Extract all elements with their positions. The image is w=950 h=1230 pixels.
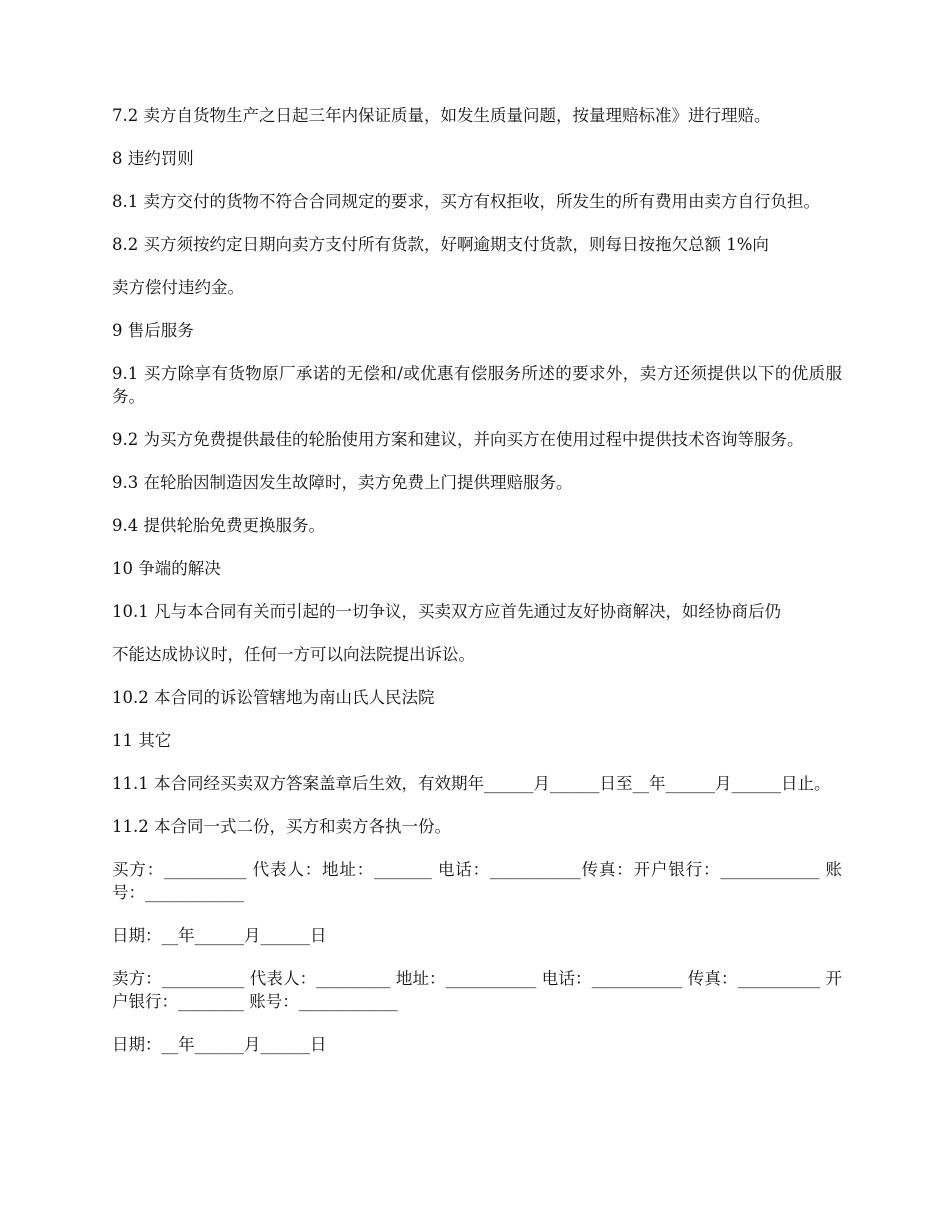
clause-7-2: 7.2 卖方自货物生产之日起三年内保证质量，如发生质量问题，按量理赔标准》进行理赔。 <box>112 106 771 125</box>
section-11-heading: 11 其它 <box>112 731 172 750</box>
clause-9-4: 9.4 提供轮胎免费更换服务。 <box>112 516 325 535</box>
clause-10-1-continued: 不能达成协议时，任何一方可以向法院提出诉讼。 <box>112 645 475 664</box>
clause-9-3: 9.3 在轮胎因制造因发生故障时，卖方免费上门提供理赔服务。 <box>112 473 573 492</box>
clause-10-2: 10.2 本合同的诉讼管辖地为南山氏人民法院 <box>112 688 435 707</box>
buyer-date-line: 日期：__年______月______日 <box>112 926 327 945</box>
clause-11-1: 11.1 本合同经买卖双方答案盖章后生效，有效期年______月______日至__年______月______日止。 <box>112 774 831 793</box>
document-page <box>112 104 842 1076</box>
clause-10-1: 10.1 凡与本合同有关而引起的一切争议，买卖双方应首先通过友好协商解决，如经协商后仍 <box>112 602 781 621</box>
section-10-heading: 10 争端的解决 <box>112 559 221 578</box>
buyer-info-line: 买方：__________ 代表人：地址：_______ 电话：___________传真：开户银行：____________ 账号：____________ <box>112 860 842 902</box>
clause-9-1: 9.1 买方除享有货物原厂承诺的无偿和/或优惠有偿服务所述的要求外，卖方还须提供以下的优质服务。 <box>112 364 842 406</box>
section-8-heading: 8 违约罚则 <box>112 149 194 168</box>
clause-8-2: 8.2 买方须按约定日期向卖方支付所有货款，好啊逾期支付货款，则每日按拖欠总额 1%向 <box>112 235 769 254</box>
seller-date-line: 日期：__年______月______日 <box>112 1035 327 1054</box>
clause-8-1: 8.1 卖方交付的货物不符合合同规定的要求，买方有权拒收，所发生的所有费用由卖方自行负担。 <box>112 192 820 211</box>
section-9-heading: 9 售后服务 <box>112 321 194 340</box>
clause-11-2: 11.2 本合同一式二份，买方和卖方各执一份。 <box>112 817 451 836</box>
clause-8-2-continued: 卖方偿付违约金。 <box>112 278 244 297</box>
seller-info-line: 卖方：__________ 代表人：_________ 地址：___________ 电话：___________ 传真：__________ 开户银行：________ 账号：____________ <box>112 969 842 1011</box>
clause-9-2: 9.2 为买方免费提供最佳的轮胎使用方案和建议，并向买方在使用过程中提供技术咨询等服务。 <box>112 430 804 449</box>
